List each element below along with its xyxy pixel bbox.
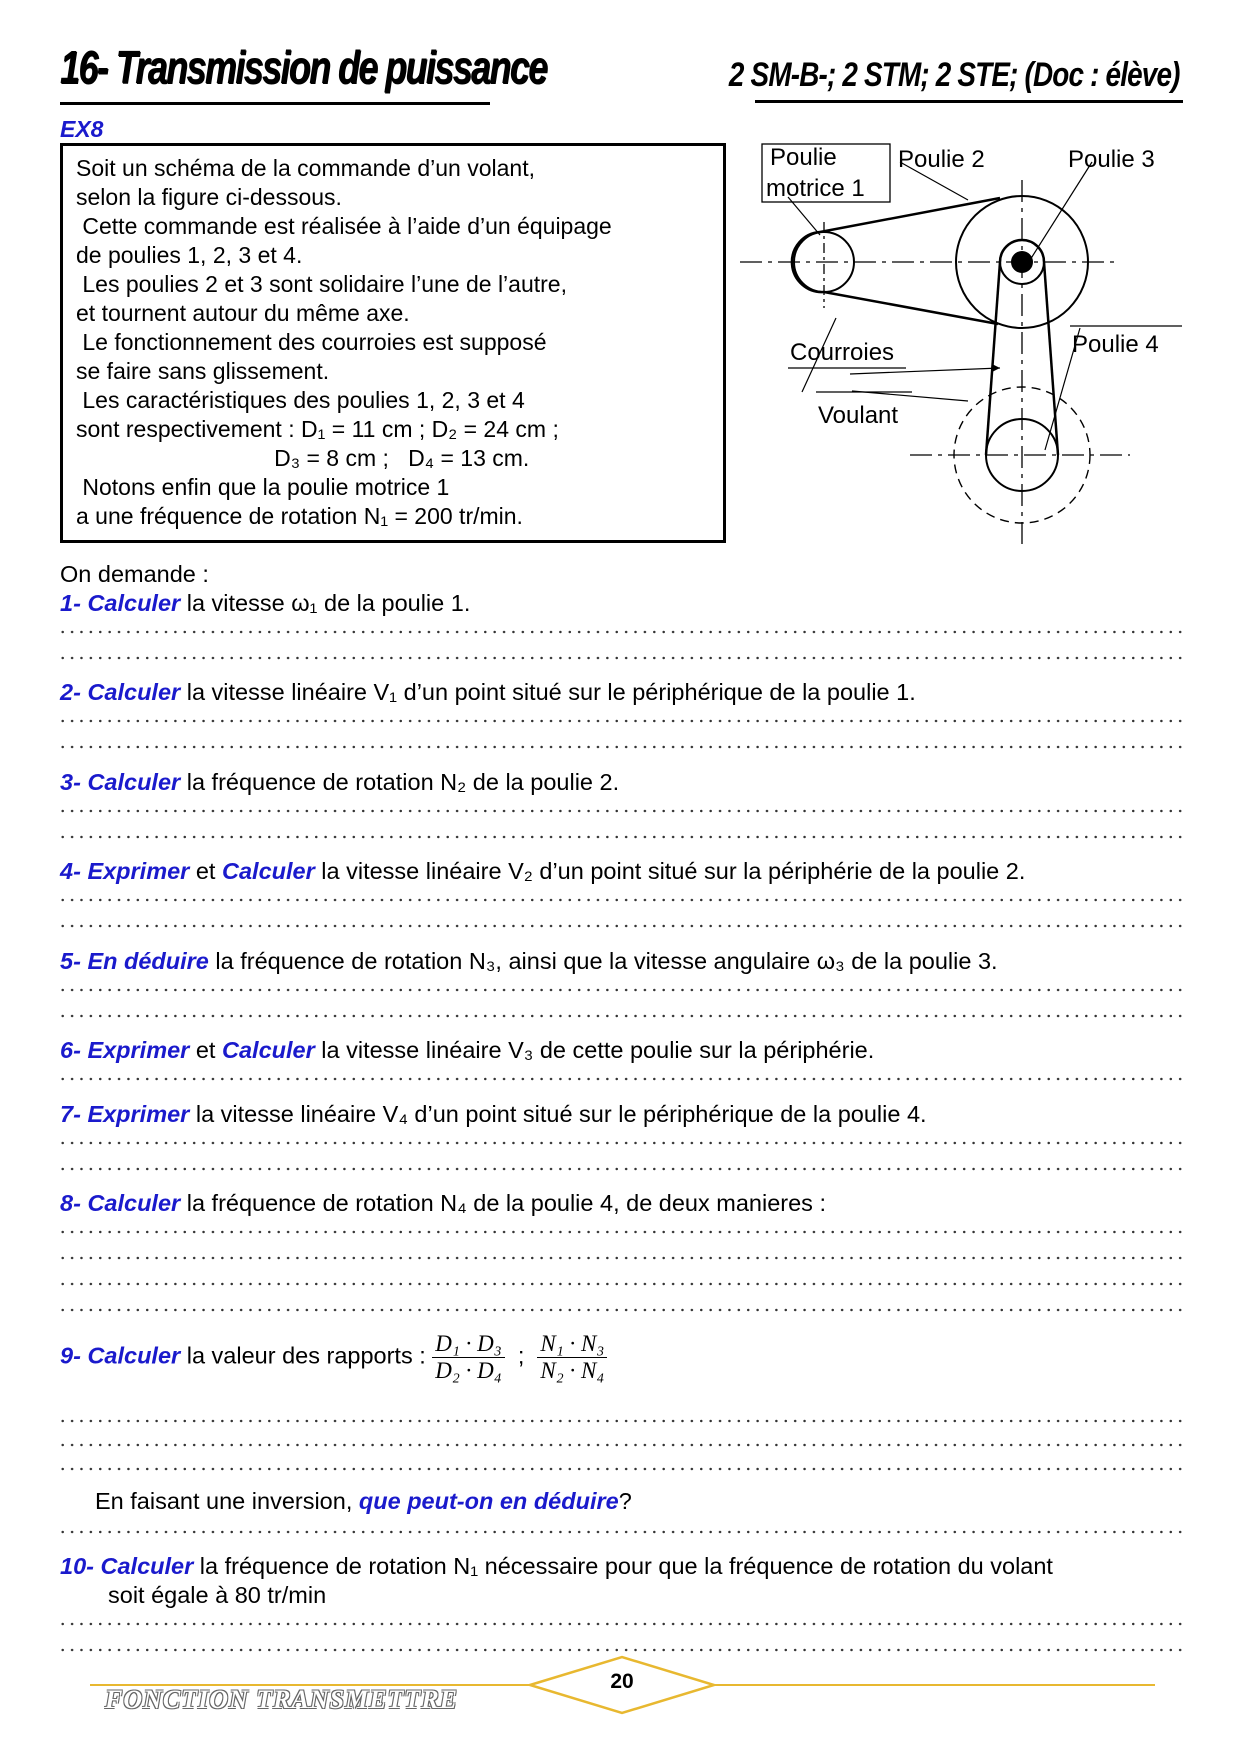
question-1: 1- Calculer la vitesse ω₁ de la poulie 1. [60, 590, 471, 616]
answer-line[interactable] [58, 745, 1184, 749]
question-5: 5- En déduire la fréquence de rotation N₃, ainsi que la vitesse angulaire ω₃ de la poulie 3. [60, 948, 998, 974]
statement-text: Soit un schéma de la commande d’un volant, selon la figure ci-dessous. Cette commande est réalisée à l’aide d’un équipage de poulies 1, 2, 3 et 4. Les poulies 2 et 3 sont solidaire l’une de l’autre, et tournent autour du même axe. Le fonctionnement des courroies est supposé se faire sans glissement. Les caractéristiques des poulies 1, 2, 3 et 4 sont respectivement : D₁ = 11 cm ; D₂ = 24 cm ; D₃ = 8 cm ; D₄ = 13 cm. Notons enfin que la poulie motrice 1 a une fréquence de rotation N₁ = 200 tr/min. [76, 155, 612, 529]
label-courroies: Courroies [790, 339, 895, 366]
question-4: 4- Exprimer et Calculer la vitesse linéaire V₂ d’un point situé sur la périphérie de la poulie 2. [60, 858, 1026, 884]
question-9: 9- Calculer la valeur des rapports : $\frac{\text{D₁ · D₃}}{\text{D₂ · D₄}}$ ; $\frac{\text{N₁ · N₃}}{\text{N₂ · N₄}}$ [60, 1331, 607, 1384]
label-poulie-2: Poulie 2 [898, 146, 985, 173]
class-underline [755, 100, 1183, 103]
page-title: 16- Transmission de puissance [60, 41, 547, 93]
answer-line[interactable] [58, 1141, 1184, 1145]
answer-line[interactable] [58, 1167, 1184, 1171]
answer-line[interactable] [58, 1256, 1184, 1260]
answer-line[interactable] [58, 1230, 1184, 1234]
class-level: 2 SM-B-; 2 STM; 2 STE; (Doc : élève) [729, 56, 1180, 94]
exercise-label: EX8 [60, 116, 104, 142]
label-poulie-motrice-bottom: motrice 1 [766, 175, 865, 202]
question-7: 7- Exprimer la vitesse linéaire V₄ d’un point situé sur le périphérique de la poulie 4. [60, 1101, 927, 1127]
answer-line[interactable] [58, 1282, 1184, 1286]
question-10-continued: soit égale à 80 tr/min [108, 1582, 327, 1608]
question-8: 8- Calculer la fréquence de rotation N₄ de la poulie 4, de deux manieres : [60, 1190, 826, 1216]
answer-line[interactable] [58, 1648, 1184, 1652]
label-poulie-4: Poulie 4 [1072, 331, 1159, 358]
title-underline [60, 102, 490, 105]
answer-line[interactable] [58, 630, 1184, 634]
answer-line[interactable] [58, 898, 1184, 902]
answer-line[interactable] [58, 1467, 1184, 1471]
pulley-diagram [730, 140, 1190, 560]
label-poulie-motrice-top: Poulie [770, 144, 837, 171]
ratio-n: $\frac{\text{N₁ · N₃}}{\text{N₂ · N₄}}$ [537, 1331, 607, 1384]
ratio-d: $\frac{\text{D₁ · D₃}}{\text{D₂ · D₄}}$ [432, 1331, 504, 1384]
answer-line[interactable] [58, 1077, 1184, 1081]
answer-line[interactable] [58, 924, 1184, 928]
belt-1-bottom [824, 292, 998, 324]
answer-line[interactable] [58, 1419, 1184, 1423]
page-number: 20 [610, 1670, 634, 1693]
answer-line[interactable] [58, 1622, 1184, 1626]
belt-2-left [986, 262, 1000, 455]
answer-line[interactable] [58, 809, 1184, 813]
question-2: 2- Calculer la vitesse linéaire V₁ d’un point situé sur le périphérique de la poulie 1. [60, 679, 916, 705]
footer-section: FONCTION TRANSMETTRE [105, 1685, 458, 1714]
answer-line[interactable] [58, 1443, 1184, 1447]
answer-line[interactable] [58, 656, 1184, 660]
belt-1-top [820, 198, 1000, 232]
answer-line[interactable] [58, 719, 1184, 723]
answer-line[interactable] [58, 835, 1184, 839]
answer-line[interactable] [58, 1014, 1184, 1018]
label-poulie-3: Poulie 3 [1068, 146, 1155, 173]
question-10: 10- Calculer la fréquence de rotation N₁ nécessaire pour que la fréquence de rotation du volant [60, 1553, 1053, 1579]
label-voulant: Voulant [818, 402, 899, 429]
shaft [1011, 251, 1033, 273]
answer-line[interactable] [58, 988, 1184, 992]
inversion-question: En faisant une inversion, que peut-on en déduire? [95, 1488, 632, 1514]
answer-line[interactable] [58, 1530, 1184, 1534]
intro-text: On demande : [60, 561, 209, 587]
belt-2-right [1044, 262, 1058, 455]
question-3: 3- Calculer la fréquence de rotation N₂ de la poulie 2. [60, 769, 620, 795]
answer-line[interactable] [58, 1308, 1184, 1312]
question-6: 6- Exprimer et Calculer la vitesse linéaire V₃ de cette poulie sur la périphérie. [60, 1037, 875, 1063]
